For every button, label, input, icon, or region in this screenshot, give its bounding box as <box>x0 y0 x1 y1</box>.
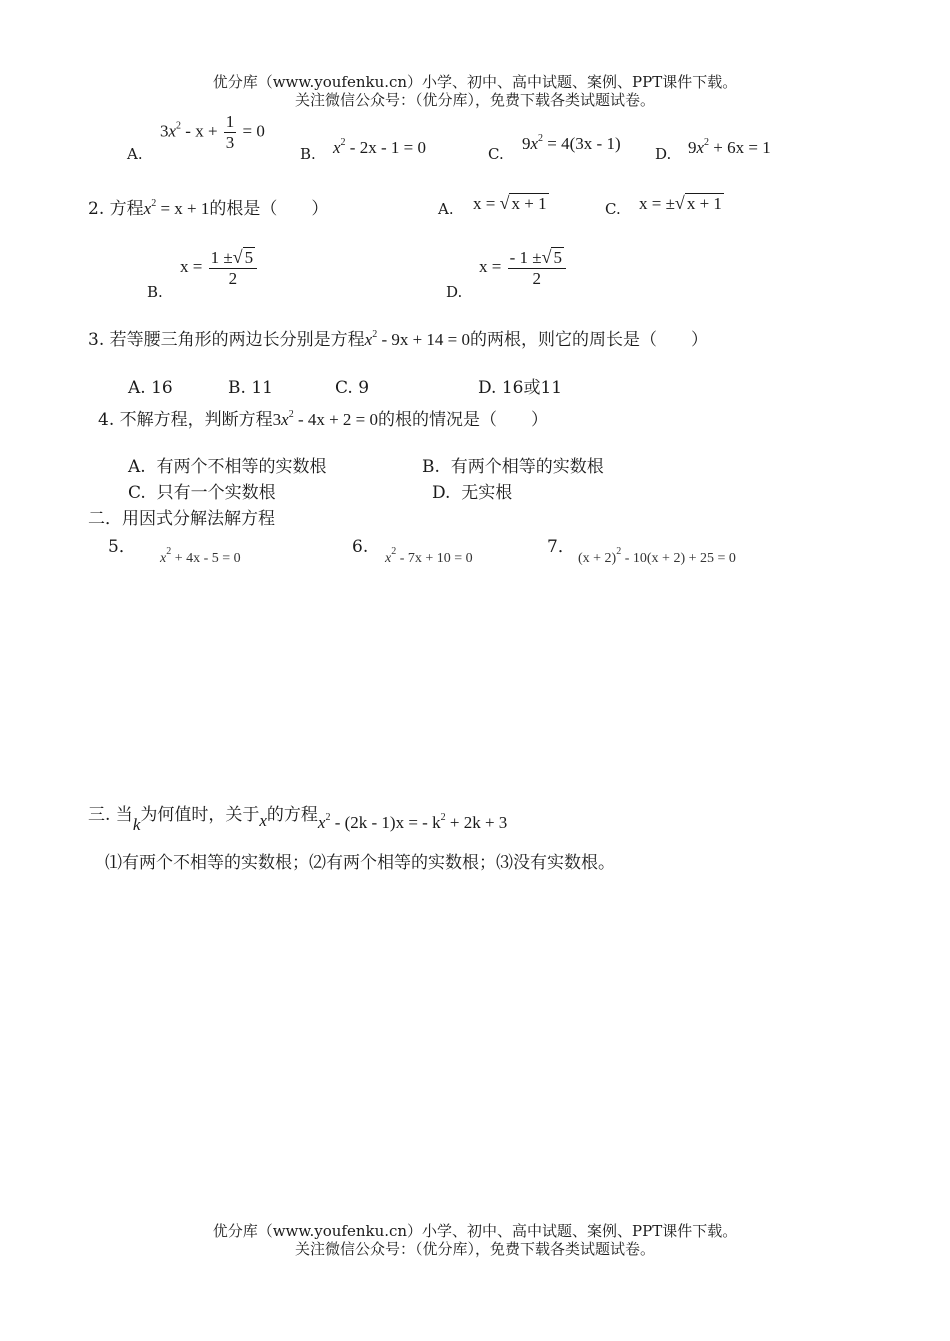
problem-7-equation: $(x + 2)^2 - 10(x + 2) + 25 = 0$ <box>578 546 736 566</box>
header-line-1: 优分库（www.youfenku.cn）小学、初中、高中试题、案例、PPT课件下载。 <box>212 73 738 91</box>
problem-6-number: 6. <box>352 537 369 557</box>
problem-7-number: 7． <box>547 537 575 557</box>
footer-line-1: 优分库（www.youfenku.cn）小学、初中、高中试题、案例、PPT课件下载。 <box>212 1222 738 1240</box>
q2-stem: 2. 方程$x^2 = x + 1$的根是（ ） <box>88 198 329 219</box>
problem-5-equation: $x^2 + 4x - 5 = 0$ <box>160 546 241 566</box>
q1-option-a-equation: $3x^2$ - x + $\frac{1}{3}$ = 0 <box>160 112 265 152</box>
q2-option-a-equation: x = √ x + 1 <box>473 193 547 213</box>
q3-option-a: A. 16 <box>128 378 173 398</box>
q3-option-d: D. 16或11 <box>478 378 563 398</box>
q2-option-a-label: A. <box>438 200 454 218</box>
q4-option-b: B. 有两个相等的实数根 <box>422 457 604 477</box>
footer-line-2: 关注微信公众号：（优分库），免费下载各类试题试卷。 <box>294 1240 655 1258</box>
q2-option-d-equation: x = $\frac{- 1 \pm√ 5}{2}$ <box>479 247 568 289</box>
section-2-title: 二．用因式分解法解方程 <box>88 509 275 529</box>
q3-stem: 3. 若等腰三角形的两边长分别是方程$x^2 - 9x + 14 = 0$的两根，则它的周长是（ ） <box>88 329 709 350</box>
problem-6-equation: $x^2 - 7x + 10 = 0$ <box>385 546 473 566</box>
q1-option-d-label: D. <box>655 145 672 163</box>
q4-option-a: A. 有两个不相等的实数根 <box>128 457 327 477</box>
q2-option-c-label: C. <box>605 200 621 218</box>
section-3-subquestions: ⑴有两个不相等的实数根；⑵有两个相等的实数根；⑶没有实数根。 <box>105 853 615 873</box>
q1-option-a-label: A. <box>127 145 143 163</box>
problem-5-number: 5． <box>108 537 136 557</box>
q1-option-c-label: C. <box>488 145 504 163</box>
q1-option-b-equation: $x^2 - 2x - 1 = 0$ <box>333 137 426 157</box>
header-line-2: 关注微信公众号：（优分库），免费下载各类试题试卷。 <box>294 91 655 109</box>
q2-option-c-equation: x = ±√ x + 1 <box>639 193 722 213</box>
q2-option-b-equation: x = $\frac{1 \pm√ 5}{2}$ <box>180 247 259 289</box>
q3-option-b: B. 11 <box>228 378 273 398</box>
q4-option-d: D. 无实根 <box>432 483 513 503</box>
q3-option-c: C. 9 <box>335 378 370 398</box>
section-3-title: 三. 当k为何值时，关于x的方程$x^2 - (2k - 1)x$ = - $k^2 + 2k + 3$ <box>88 805 508 834</box>
q2-option-b-label: B. <box>147 283 163 301</box>
q4-stem: 4. 不解方程，判断方程$3x^2 - 4x + 2 = 0$的根的情况是（ ） <box>98 409 549 430</box>
q1-option-b-label: B. <box>300 145 316 163</box>
q1-option-c-equation: $9x^2 = 4(3x - 1)$ <box>522 133 621 153</box>
q1-option-d-equation: $9x^2 + 6x = 1$ <box>688 137 771 157</box>
q2-option-d-label: D. <box>446 283 463 301</box>
q4-option-c: C. 只有一个实数根 <box>128 483 276 503</box>
